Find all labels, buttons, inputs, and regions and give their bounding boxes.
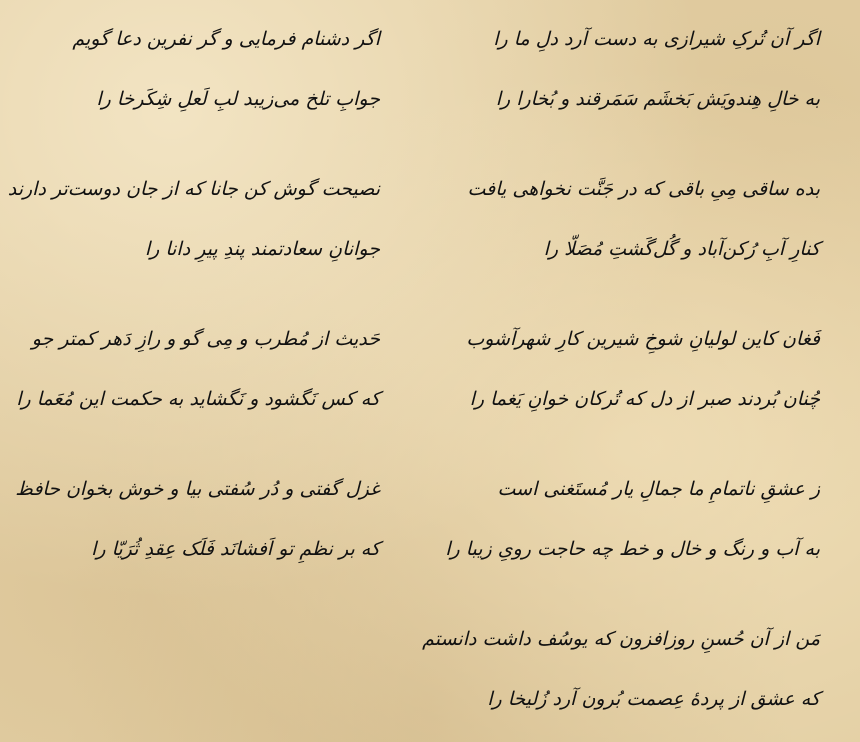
hemistich: که کس نَگشود و نَگشاید به حکمت این مُعَما را <box>16 388 380 410</box>
hemistich: بده ساقی مِیِ باقی که در جَنَّت نخواهی یافت <box>467 178 820 200</box>
hemistich: ز عشقِ ناتمامِ ما جمالِ یار مُستَغنی است <box>497 478 820 500</box>
couplet-5 <box>0 627 860 727</box>
hemistich: به آب و رنگ و خال و خط چه حاجت رویِ زیبا را <box>445 538 820 560</box>
hemistich: مَن از آن حُسنِ روزافزون که یوسُف داشت دانستم <box>422 628 820 650</box>
hemistich: به خالِ هِندویَش بَخشَم سَمَرقند و بُخارا را <box>495 88 820 110</box>
hemistich: که بر نظمِ تو اَفشانَد فَلَک عِقدِ ثُرَیّا را <box>91 538 380 560</box>
hemistich: چُنان بُردند صبر از دل که تُرکان خوانِ یَغما را <box>469 388 820 410</box>
hemistich: حَدیث از مُطرب و مِی گو و رازِ دَهر کمتر جو <box>31 328 380 350</box>
couplet-4 <box>0 477 860 577</box>
hemistich: جوابِ تلخ می‌زیبد لبِ لَعلِ شِکَرخا را <box>96 88 380 110</box>
hemistich: نصیحت گوش کن جانا که از جان دوست‌تر دارند <box>7 178 380 200</box>
hemistich: جوانانِ سعادتمند پندِ پیرِ دانا را <box>144 238 380 260</box>
hemistich: غزل گفتی و دُر سُفتی بیا و خوش بخوان حافظ <box>15 478 380 500</box>
hemistich: کنارِ آبِ رُکن‌آباد و گُل‌گَشتِ مُصَلّا را <box>543 238 820 260</box>
hemistich: فَغان کاین لولیانِ شوخِ شیرین کارِ شهرآشوب <box>466 328 820 350</box>
hemistich: اگر آن تُرکِ شیرازی به دست آرد دلِ ما را <box>493 28 820 50</box>
couplet-3 <box>0 327 860 427</box>
couplet-2 <box>0 177 860 277</box>
hemistich: که عشق از پردهٔ عِصمت بُرون آرد زُلیخا را <box>487 688 820 710</box>
hemistich: اگر دشنام فرمایی و گر نفرین دعا گویم <box>72 28 380 50</box>
couplet-1 <box>0 27 860 127</box>
